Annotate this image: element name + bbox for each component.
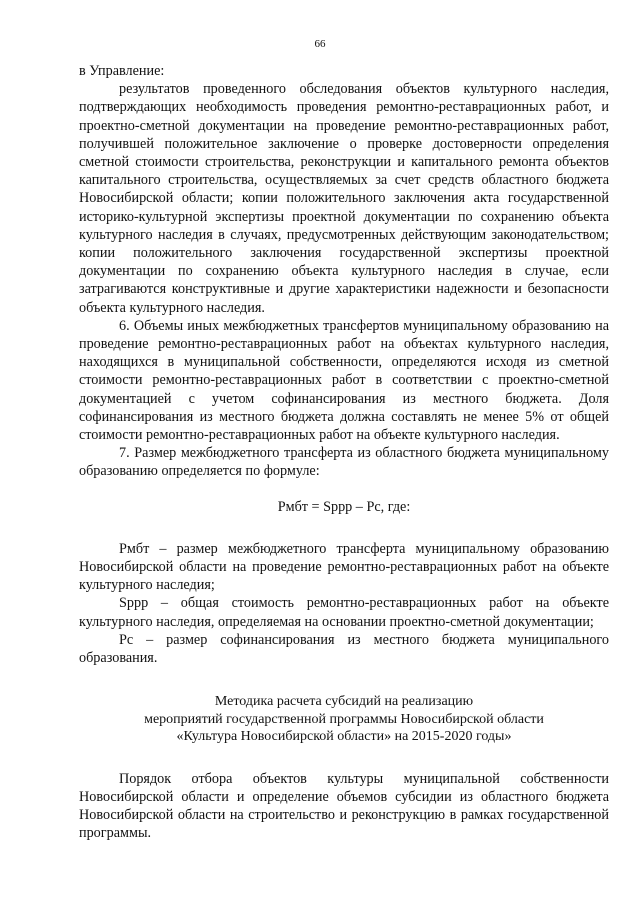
definition-rmbt: Рмбт – размер межбюджетного трансферта муниципальному образованию Новосибирской области на проведение ремонтно-реставрационных работ на объекте культурного наследия;	[79, 540, 609, 594]
paragraph-item-7: 7. Размер межбюджетного трансферта из областного бюджета муниципальному образованию определяется по формуле:	[79, 445, 609, 480]
heading-line-1: Методика расчета субсидий на реализацию	[214, 694, 474, 710]
heading-line-2: мероприятий государственной программы Новосибирской области	[144, 711, 544, 727]
heading-line-3: «Культура Новосибирской области» на 2015-2020 годы»	[176, 729, 512, 745]
paragraph-documents-list: результатов проведенного обследования объектов культурного наследия, подтверждающих необходимость проведения ремонтно-реставрационных работ, и проектно-сметной документации на проведение ремонтно-реставрационных работ, получившей положительное заключение о проверке достоверности определения сметной стоимости строительства, реконструкции и капитального ремонта объектов капитального строительства, осуществляемых за счет средств областного бюджета Новосибирской области; копии положительного заключения акта государственной историко-культурной экспертизы проектной документации по сохранению объекта культурного наследия в случаях, предусмотренных действующим законодательством; копии положительного заключения государственной экспертизы проектной документации по сохранению объекта культурного наследия в случае, если затрагиваются конструктивные и другие характеристики надежности и безопасности объекта культурного наследия.	[79, 81, 609, 316]
paragraph-selection-order: Порядок отбора объектов культуры муниципальной собственности Новосибирской области и определение объемов субсидии из областного бюджета Новосибирской области на строительство и реконструкцию в рамках государственной программы.	[79, 770, 609, 842]
paragraph-intro: в Управление:	[79, 63, 165, 79]
paragraph-item-6: 6. Объемы иных межбюджетных трансфертов муниципальному образованию на проведение ремонтно-реставрационных работ на объектах культурного наследия, находящихся в муниципальной собственности, определяются исходя из сметной стоимости ремонтно-реставрационных работ в соответствии с проектно-сметной документацией с учетом софинансирования из местного бюджета. Доля софинансирования из местного бюджета должна составлять не менее 5% от общей стоимости ремонтно-реставрационных работ на объекте культурного наследия.	[79, 317, 609, 444]
page-number: 66	[314, 38, 326, 50]
section-heading	[79, 693, 609, 746]
formula: Рмбт = Sррр – Рс, где:	[277, 498, 411, 515]
definition-sppp: Sррр – общая стоимость ремонтно-реставрационных работ на объекте культурного наследия, определяемая на основании проектно-сметной документации;	[79, 595, 609, 630]
document-body	[79, 62, 609, 843]
definition-rc: Рс – размер софинансирования из местного бюджета муниципального образования.	[79, 631, 609, 667]
